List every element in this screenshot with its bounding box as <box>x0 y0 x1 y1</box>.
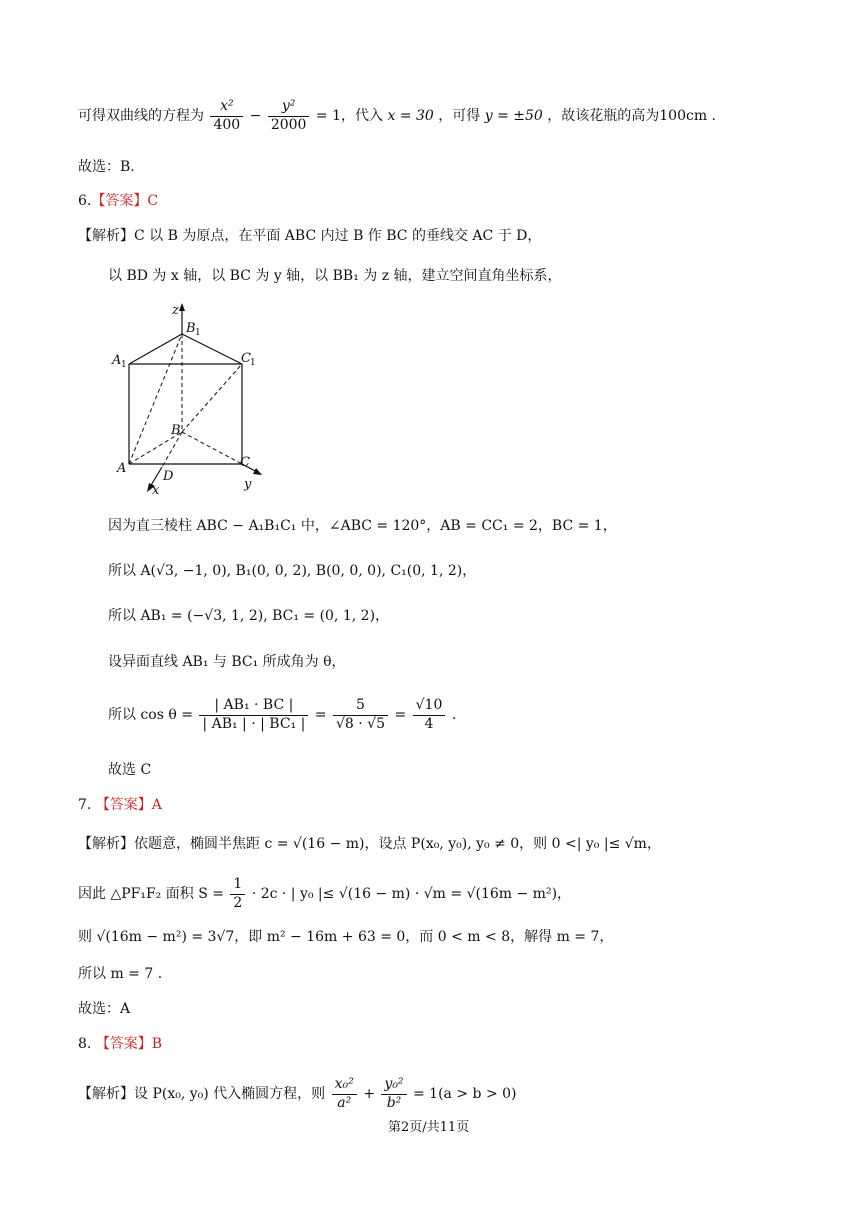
fraction-x2-400 <box>210 98 243 134</box>
text-pre: 可得双曲线的方程为 <box>78 108 204 124</box>
q7-line2-pre: 因此 △PF₁F₂ 面积 S = <box>78 886 224 902</box>
q8-line1-pre: 设 P(x₀, y₀) 代入椭圆方程，则 <box>134 1086 326 1102</box>
text-mid: ，可得 <box>438 108 481 124</box>
q7-line1: 依题意，椭圆半焦距 c = √(16 − m)，设点 P(x₀, y₀), y₀ ≠ 0，则 0 <| y₀ |≤ √m， <box>134 836 661 852</box>
q8-answer-line <box>78 1036 162 1053</box>
label-a1: A <box>112 353 122 368</box>
q6-line3: 所以 AB₁ = (−√3, 1, 2), BC₁ = (0, 1, 2)， <box>108 608 390 624</box>
z-axis-arrow <box>179 303 185 311</box>
label-a: A <box>117 461 127 476</box>
q8-number: 8. <box>78 1036 92 1052</box>
x0-over-a <box>332 1076 357 1112</box>
label-z: z <box>172 303 179 318</box>
label-d: D <box>163 469 174 484</box>
q7-analysis-label: 【解析】 <box>78 836 134 852</box>
q6-analysis-line <box>78 228 541 245</box>
frac-numerator: | AB₁ · BC | <box>214 697 294 713</box>
frac-denominator: 400 <box>210 116 243 135</box>
frac-denominator: a² <box>332 1094 357 1113</box>
q7-line2-row <box>78 876 571 912</box>
text-post: ，故该花瓶的高为100cm . <box>547 108 717 124</box>
frac-denominator: 2 <box>230 894 245 913</box>
half-fraction <box>230 876 245 912</box>
cos-pre: 所以 cos θ = <box>108 707 193 723</box>
q7-line2-post: · 2c · | y₀ |≤ √(16 − m) · √m = √(16m − m²)， <box>251 886 572 902</box>
frac-numerator: 1 <box>233 876 243 892</box>
frac-denominator: 2000 <box>268 116 310 135</box>
frac-numerator: x₀² <box>334 1076 354 1092</box>
label-a1-sub: 1 <box>121 360 127 370</box>
label-c1: C <box>241 351 251 366</box>
fraction-y2-2000 <box>268 98 310 134</box>
q7-line1-row <box>78 836 661 853</box>
diagonal-a-b1 <box>129 334 182 464</box>
q7-answer: 【答案】A <box>95 797 162 813</box>
q8-analysis-label: 【解析】 <box>78 1086 134 1102</box>
q8-line1-post: = 1(a > b > 0) <box>413 1086 517 1102</box>
q6-cos-line: 所以 cos θ = $\frac{\text{| AB₁ · BC |}}{\text{| AB₁ | · | BC₁ |}}$ = $\frac{5}{√8 \cdot √5}$ = $\frac{√10}{4}$ . <box>108 697 457 732</box>
y0-over-b <box>381 1076 406 1112</box>
q6-answer: 【答案】C <box>91 193 159 209</box>
cos-fraction <box>199 697 308 733</box>
q7-line3: 则 √(16m − m²) = 3√7，即 m² − 16m + 63 = 0，而 0 < m < 8，解得 m = 7， <box>78 929 614 945</box>
prism-figure <box>108 300 268 500</box>
q6-line4: 设异面直线 AB₁ 与 BC₁ 所成角为 θ， <box>108 654 346 670</box>
text-eq: = 1，代入 <box>315 108 384 124</box>
q7-choice: 故选：A <box>78 1001 131 1017</box>
frac-numerator: 5 <box>356 697 365 713</box>
q6-axes-text: 以 BD 为 x 轴，以 BC 为 y 轴，以 BB₁ 为 z 轴，建立空间直角坐标系， <box>108 268 562 284</box>
q8-line1-row: 【解析】设 P(x₀, y₀) 代入椭圆方程，则 $\frac{\text{x₀²}}{\text{a²}}$ + $\frac{\text{y₀²}}{\text{b²}}$ = 1(a > b > 0) <box>78 1076 517 1111</box>
y-axis-arrow <box>253 468 262 475</box>
frac-numerator: y² <box>281 98 296 114</box>
q6-analysis-text: C 以 B 为原点，在平面 ABC 内过 B 作 BC 的垂线交 AC 于 D， <box>134 228 542 244</box>
label-c: C <box>240 455 250 470</box>
q6-choice: 故选 C <box>108 762 152 778</box>
page-footer: 第2页/共11页 <box>388 1120 470 1135</box>
frac-numerator: √10 <box>415 697 443 713</box>
result-fraction <box>413 697 446 733</box>
edge-b1-c1 <box>182 334 242 364</box>
q6-line2: 所以 A(√3, −1, 0), B₁(0, 0, 2), B(0, 0, 0), C₁(0, 1, 2)， <box>108 563 477 579</box>
q6-analysis-label: 【解析】 <box>78 228 134 244</box>
label-x: x <box>152 483 160 498</box>
q7-line4: 所以 m = 7 . <box>78 966 163 982</box>
label-y: y <box>244 477 252 492</box>
edge-b-c <box>182 432 242 464</box>
q6-answer-line <box>78 193 158 210</box>
q7-number: 7. <box>78 797 92 813</box>
label-b: B <box>171 423 181 438</box>
edge-a1-b1 <box>129 334 182 364</box>
frac-numerator: y₀² <box>384 1076 404 1092</box>
label-b1-sub: 1 <box>195 328 201 338</box>
diagonal-b-c1 <box>182 364 242 432</box>
frac-denominator: | AB₁ | · | BC₁ | <box>199 715 308 734</box>
text-y-value: y = ±50 <box>484 108 543 124</box>
label-b1: B <box>186 321 196 336</box>
q6-line1: 因为直三棱柱 ABC − A₁B₁C₁ 中，∠ABC = 120°，AB = CC₁ = 2，BC = 1， <box>108 518 617 534</box>
frac-denominator: 4 <box>413 715 446 734</box>
q6-number: 6. <box>78 193 92 209</box>
value-fraction <box>333 697 388 733</box>
frac-denominator: √8 · √5 <box>333 715 388 734</box>
label-c1-sub: 1 <box>250 358 256 368</box>
choice-5: 故选：B. <box>78 159 135 175</box>
hyperbola-equation-line: 可得双曲线的方程为 $\frac{\text{x²}}{400}$ − $\frac{\text{y²}}{2000}$ = 1，代入 x = 30 ，可得 y = ±50 ，故该花瓶的高为100cm . <box>78 98 717 133</box>
frac-denominator: b² <box>381 1094 406 1113</box>
frac-numerator: x² <box>220 98 234 114</box>
q8-answer: 【答案】B <box>95 1036 163 1052</box>
q7-answer-line <box>78 797 162 814</box>
text-x-value: x = 30 <box>387 108 434 124</box>
